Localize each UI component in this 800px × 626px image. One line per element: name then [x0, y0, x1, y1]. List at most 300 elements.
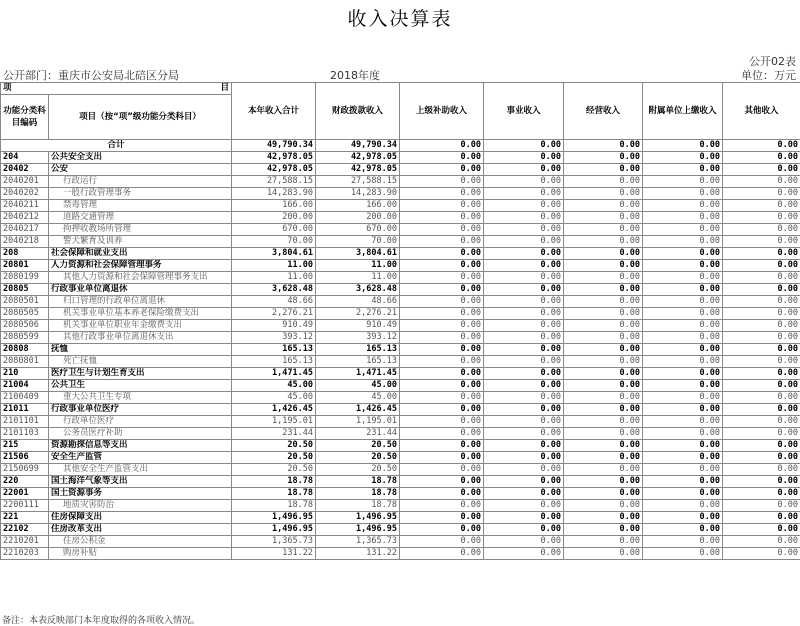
row-value: 0.00 — [484, 476, 564, 488]
row-value: 0.00 — [484, 332, 564, 344]
row-name: 警犬繁育及训养 — [49, 236, 232, 248]
row-code: 22001 — [1, 488, 49, 500]
row-code: 2101101 — [1, 416, 49, 428]
row-value: 11.00 — [232, 272, 316, 284]
header-item-row — [1, 83, 800, 95]
table-row — [1, 308, 800, 320]
row-value: 42,978.05 — [316, 152, 400, 164]
row-code: 215 — [1, 440, 49, 452]
table-row — [1, 248, 800, 260]
total-value: 49,790.34 — [232, 140, 316, 152]
row-value: 27,588.15 — [232, 176, 316, 188]
row-value: 0.00 — [484, 428, 564, 440]
row-value: 0.00 — [400, 248, 484, 260]
row-value: 0.00 — [400, 164, 484, 176]
row-value: 0.00 — [400, 476, 484, 488]
row-value: 0.00 — [643, 212, 723, 224]
row-value: 0.00 — [643, 440, 723, 452]
row-code: 2080505 — [1, 308, 49, 320]
row-value: 18.78 — [316, 500, 400, 512]
row-value: 165.13 — [316, 356, 400, 368]
row-value: 231.44 — [232, 428, 316, 440]
row-value: 0.00 — [723, 404, 800, 416]
row-value: 0.00 — [484, 368, 564, 380]
row-code: 20402 — [1, 164, 49, 176]
row-name: 公安 — [49, 164, 232, 176]
row-name: 行政事业单位医疗 — [49, 404, 232, 416]
row-name: 机关事业单位职业年金缴费支出 — [49, 320, 232, 332]
row-value: 0.00 — [400, 452, 484, 464]
row-value: 42,978.05 — [232, 152, 316, 164]
row-value: 0.00 — [400, 308, 484, 320]
table-row — [1, 440, 800, 452]
row-value: 0.00 — [484, 248, 564, 260]
row-value: 0.00 — [643, 404, 723, 416]
row-name: 公务员医疗补助 — [49, 428, 232, 440]
row-value: 0.00 — [564, 380, 643, 392]
row-value: 910.49 — [232, 320, 316, 332]
row-value: 0.00 — [484, 404, 564, 416]
row-value: 11.00 — [232, 260, 316, 272]
row-value: 0.00 — [484, 500, 564, 512]
row-value: 0.00 — [564, 500, 643, 512]
row-value: 0.00 — [484, 464, 564, 476]
row-value: 0.00 — [723, 332, 800, 344]
row-code: 2080199 — [1, 272, 49, 284]
total-value: 0.00 — [643, 140, 723, 152]
row-value: 1,426.45 — [232, 404, 316, 416]
row-value: 0.00 — [723, 260, 800, 272]
row-code: 2080801 — [1, 356, 49, 368]
row-value: 0.00 — [643, 536, 723, 548]
row-value: 1,195.01 — [232, 416, 316, 428]
table-row — [1, 536, 800, 548]
row-code: 2040212 — [1, 212, 49, 224]
row-value: 0.00 — [723, 176, 800, 188]
row-name: 国土海洋气象等支出 — [49, 476, 232, 488]
row-value: 0.00 — [643, 380, 723, 392]
row-value: 0.00 — [564, 260, 643, 272]
footnote: 备注：本表反映部门本年度取得的各项收入情况。 — [2, 616, 201, 626]
row-value: 0.00 — [484, 260, 564, 272]
header-item-left: 项 — [3, 83, 12, 93]
row-name: 行政运行 — [49, 176, 232, 188]
row-value: 42,978.05 — [232, 164, 316, 176]
table-row — [1, 548, 800, 560]
row-value: 670.00 — [316, 224, 400, 236]
row-value: 131.22 — [316, 548, 400, 560]
row-value: 200.00 — [316, 212, 400, 224]
row-value: 0.00 — [484, 452, 564, 464]
row-value: 0.00 — [723, 248, 800, 260]
row-value: 0.00 — [484, 380, 564, 392]
row-code: 2040217 — [1, 224, 49, 236]
row-value: 0.00 — [484, 548, 564, 560]
row-name: 安全生产监管 — [49, 452, 232, 464]
row-code: 2080506 — [1, 320, 49, 332]
row-value: 0.00 — [643, 152, 723, 164]
row-value: 0.00 — [643, 428, 723, 440]
row-value: 0.00 — [643, 164, 723, 176]
row-value: 0.00 — [564, 524, 643, 536]
row-value: 0.00 — [564, 416, 643, 428]
row-value: 0.00 — [400, 536, 484, 548]
unit-label: 单位：万元 — [741, 69, 796, 82]
row-code: 221 — [1, 512, 49, 524]
department-label: 公开部门：重庆市公安局北碚区分局 — [3, 69, 179, 82]
row-name: 机关事业单位基本养老保险缴费支出 — [49, 308, 232, 320]
row-value: 3,628.48 — [232, 284, 316, 296]
row-value: 0.00 — [564, 212, 643, 224]
row-value: 14,283.90 — [232, 188, 316, 200]
row-value: 1,471.45 — [316, 368, 400, 380]
row-name: 购房补贴 — [49, 548, 232, 560]
row-value: 393.12 — [232, 332, 316, 344]
row-value: 0.00 — [723, 320, 800, 332]
row-value: 0.00 — [400, 512, 484, 524]
row-value: 0.00 — [643, 272, 723, 284]
row-value: 0.00 — [400, 272, 484, 284]
row-value: 0.00 — [564, 272, 643, 284]
row-value: 0.00 — [484, 200, 564, 212]
row-value: 0.00 — [564, 464, 643, 476]
row-value: 0.00 — [723, 224, 800, 236]
row-value: 0.00 — [723, 200, 800, 212]
row-value: 0.00 — [723, 272, 800, 284]
row-value: 0.00 — [723, 212, 800, 224]
row-value: 0.00 — [400, 188, 484, 200]
total-value: 0.00 — [564, 140, 643, 152]
row-name: 行政单位医疗 — [49, 416, 232, 428]
row-code: 2040202 — [1, 188, 49, 200]
row-name: 地质灾害防治 — [49, 500, 232, 512]
row-value: 0.00 — [400, 236, 484, 248]
row-value: 0.00 — [400, 296, 484, 308]
row-value: 1,195.01 — [316, 416, 400, 428]
row-value: 0.00 — [484, 524, 564, 536]
table-row — [1, 176, 800, 188]
row-value: 0.00 — [643, 464, 723, 476]
row-value: 0.00 — [484, 188, 564, 200]
row-value: 0.00 — [484, 488, 564, 500]
row-name: 禁毒管理 — [49, 200, 232, 212]
code-col-header: 功能分类科目编码 — [1, 95, 49, 140]
row-value: 0.00 — [643, 368, 723, 380]
row-value: 0.00 — [564, 176, 643, 188]
row-value: 45.00 — [316, 380, 400, 392]
row-value: 0.00 — [723, 536, 800, 548]
row-value: 0.00 — [643, 500, 723, 512]
row-value: 0.00 — [400, 380, 484, 392]
row-value: 0.00 — [400, 464, 484, 476]
row-value: 0.00 — [400, 524, 484, 536]
row-value: 18.78 — [316, 488, 400, 500]
row-value: 0.00 — [484, 152, 564, 164]
row-value: 0.00 — [723, 344, 800, 356]
row-value: 0.00 — [564, 308, 643, 320]
row-value: 0.00 — [643, 356, 723, 368]
row-value: 0.00 — [723, 476, 800, 488]
row-value: 0.00 — [723, 236, 800, 248]
row-value: 0.00 — [723, 392, 800, 404]
row-value: 18.78 — [316, 476, 400, 488]
row-value: 0.00 — [564, 440, 643, 452]
row-value: 0.00 — [484, 308, 564, 320]
row-value: 0.00 — [723, 548, 800, 560]
row-name: 资源勘探信息等支出 — [49, 440, 232, 452]
row-value: 0.00 — [723, 524, 800, 536]
row-value: 0.00 — [564, 392, 643, 404]
year-label: 2018年度 — [330, 69, 380, 82]
table-row — [1, 368, 800, 380]
row-value: 0.00 — [400, 284, 484, 296]
col-header: 财政拨款收入 — [316, 83, 400, 140]
row-value: 0.00 — [484, 536, 564, 548]
row-value: 0.00 — [723, 440, 800, 452]
row-name: 拘押收教场所管理 — [49, 224, 232, 236]
row-value: 0.00 — [484, 440, 564, 452]
table-row — [1, 428, 800, 440]
row-code: 208 — [1, 248, 49, 260]
row-value: 231.44 — [316, 428, 400, 440]
row-value: 0.00 — [643, 200, 723, 212]
table-row — [1, 320, 800, 332]
row-value: 0.00 — [564, 404, 643, 416]
row-value: 0.00 — [400, 416, 484, 428]
form-code: 公开02表 — [749, 55, 796, 68]
row-code: 220 — [1, 476, 49, 488]
row-value: 0.00 — [564, 320, 643, 332]
table-row — [1, 356, 800, 368]
table-row — [1, 500, 800, 512]
row-value: 0.00 — [723, 152, 800, 164]
row-value: 0.00 — [643, 176, 723, 188]
row-value: 131.22 — [232, 548, 316, 560]
row-code: 210 — [1, 368, 49, 380]
row-value: 0.00 — [484, 272, 564, 284]
row-name: 其他安全生产监管支出 — [49, 464, 232, 476]
row-code: 2150699 — [1, 464, 49, 476]
row-code: 2040211 — [1, 200, 49, 212]
row-value: 20.50 — [232, 440, 316, 452]
row-value: 14,283.90 — [316, 188, 400, 200]
row-value: 0.00 — [643, 224, 723, 236]
row-value: 0.00 — [643, 308, 723, 320]
table-row — [1, 512, 800, 524]
row-name: 行政事业单位离退休 — [49, 284, 232, 296]
col-header: 附属单位上缴收入 — [643, 83, 723, 140]
row-value: 0.00 — [564, 512, 643, 524]
table-row — [1, 452, 800, 464]
row-value: 0.00 — [564, 248, 643, 260]
income-table — [0, 82, 800, 560]
row-value: 0.00 — [723, 488, 800, 500]
row-value: 20.50 — [316, 464, 400, 476]
row-value: 0.00 — [564, 344, 643, 356]
row-value: 0.00 — [564, 536, 643, 548]
table-row — [1, 488, 800, 500]
table-row — [1, 476, 800, 488]
col-header: 本年收入合计 — [232, 83, 316, 140]
header-item-right: 目 — [220, 83, 229, 93]
total-label: 合计 — [1, 140, 232, 152]
row-name: 人力资源和社会保障管理事务 — [49, 260, 232, 272]
row-value: 18.78 — [232, 488, 316, 500]
row-value: 0.00 — [723, 308, 800, 320]
row-value: 20.50 — [232, 452, 316, 464]
row-code: 2040201 — [1, 176, 49, 188]
row-value: 0.00 — [643, 296, 723, 308]
row-value: 0.00 — [723, 380, 800, 392]
row-value: 0.00 — [564, 188, 643, 200]
row-value: 0.00 — [643, 548, 723, 560]
total-row — [1, 140, 800, 152]
row-value: 0.00 — [484, 356, 564, 368]
row-value: 3,804.61 — [316, 248, 400, 260]
row-name: 其他行政事业单位离退休支出 — [49, 332, 232, 344]
row-value: 0.00 — [723, 284, 800, 296]
row-name: 道路交通管理 — [49, 212, 232, 224]
row-value: 20.50 — [316, 440, 400, 452]
row-name: 住房公积金 — [49, 536, 232, 548]
row-value: 0.00 — [484, 392, 564, 404]
row-value: 0.00 — [484, 236, 564, 248]
row-value: 0.00 — [564, 236, 643, 248]
row-value: 48.66 — [232, 296, 316, 308]
row-value: 0.00 — [400, 500, 484, 512]
row-value: 18.78 — [232, 500, 316, 512]
total-value: 0.00 — [723, 140, 800, 152]
row-value: 70.00 — [316, 236, 400, 248]
row-name: 归口管理的行政单位离退休 — [49, 296, 232, 308]
row-name: 住房保障支出 — [49, 512, 232, 524]
table-row — [1, 224, 800, 236]
row-value: 0.00 — [564, 548, 643, 560]
row-code: 20801 — [1, 260, 49, 272]
row-value: 0.00 — [484, 176, 564, 188]
row-value: 0.00 — [564, 452, 643, 464]
row-value: 0.00 — [484, 284, 564, 296]
table-row — [1, 464, 800, 476]
table-row — [1, 236, 800, 248]
row-value: 0.00 — [643, 524, 723, 536]
row-code: 21506 — [1, 452, 49, 464]
row-value: 45.00 — [232, 380, 316, 392]
row-code: 2100409 — [1, 392, 49, 404]
row-value: 0.00 — [643, 236, 723, 248]
row-value: 0.00 — [564, 356, 643, 368]
row-value: 0.00 — [643, 332, 723, 344]
row-value: 0.00 — [723, 416, 800, 428]
table-row — [1, 332, 800, 344]
row-code: 2200111 — [1, 500, 49, 512]
table-row — [1, 296, 800, 308]
row-code: 2080501 — [1, 296, 49, 308]
col-header: 其他收入 — [723, 83, 800, 140]
row-value: 0.00 — [484, 416, 564, 428]
row-value: 0.00 — [400, 344, 484, 356]
row-value: 0.00 — [723, 164, 800, 176]
row-value: 0.00 — [723, 452, 800, 464]
row-code: 2210203 — [1, 548, 49, 560]
row-value: 0.00 — [564, 488, 643, 500]
row-code: 2101103 — [1, 428, 49, 440]
col-header: 上级补助收入 — [400, 83, 484, 140]
table-row — [1, 416, 800, 428]
row-code: 2040218 — [1, 236, 49, 248]
row-value: 48.66 — [316, 296, 400, 308]
row-value: 45.00 — [316, 392, 400, 404]
row-value: 0.00 — [400, 212, 484, 224]
row-value: 20.50 — [232, 464, 316, 476]
row-value: 1,365.73 — [232, 536, 316, 548]
row-value: 0.00 — [400, 548, 484, 560]
row-value: 0.00 — [400, 488, 484, 500]
row-value: 0.00 — [484, 512, 564, 524]
page-title: 收入决算表 — [347, 8, 453, 30]
row-value: 0.00 — [484, 164, 564, 176]
row-value: 0.00 — [484, 296, 564, 308]
total-value: 0.00 — [400, 140, 484, 152]
row-value: 0.00 — [400, 320, 484, 332]
row-name: 社会保障和就业支出 — [49, 248, 232, 260]
row-value: 0.00 — [643, 452, 723, 464]
row-value: 1,496.95 — [316, 524, 400, 536]
row-value: 0.00 — [643, 284, 723, 296]
row-value: 0.00 — [400, 152, 484, 164]
row-value: 670.00 — [232, 224, 316, 236]
row-code: 204 — [1, 152, 49, 164]
row-value: 70.00 — [232, 236, 316, 248]
row-value: 0.00 — [564, 224, 643, 236]
row-value: 45.00 — [232, 392, 316, 404]
row-value: 0.00 — [723, 296, 800, 308]
row-value: 0.00 — [723, 464, 800, 476]
row-value: 1,471.45 — [232, 368, 316, 380]
row-value: 910.49 — [316, 320, 400, 332]
row-value: 27,588.15 — [316, 176, 400, 188]
row-value: 0.00 — [564, 296, 643, 308]
row-value: 0.00 — [400, 200, 484, 212]
col-header: 事业收入 — [484, 83, 564, 140]
row-value: 0.00 — [643, 320, 723, 332]
row-name: 抚恤 — [49, 344, 232, 356]
row-value: 3,804.61 — [232, 248, 316, 260]
row-value: 0.00 — [723, 512, 800, 524]
total-value: 0.00 — [484, 140, 564, 152]
row-code: 21004 — [1, 380, 49, 392]
table-row — [1, 200, 800, 212]
row-value: 0.00 — [643, 260, 723, 272]
row-value: 0.00 — [564, 332, 643, 344]
row-value: 0.00 — [400, 392, 484, 404]
table-row — [1, 344, 800, 356]
row-value: 0.00 — [643, 188, 723, 200]
row-value: 165.13 — [232, 344, 316, 356]
row-value: 0.00 — [400, 224, 484, 236]
row-code: 2080599 — [1, 332, 49, 344]
row-value: 0.00 — [400, 404, 484, 416]
row-value: 393.12 — [316, 332, 400, 344]
row-value: 0.00 — [484, 212, 564, 224]
table-row — [1, 212, 800, 224]
row-value: 0.00 — [643, 248, 723, 260]
row-value: 1,365.73 — [316, 536, 400, 548]
row-name: 国土资源事务 — [49, 488, 232, 500]
row-value: 11.00 — [316, 272, 400, 284]
row-value: 0.00 — [564, 368, 643, 380]
row-code: 20805 — [1, 284, 49, 296]
